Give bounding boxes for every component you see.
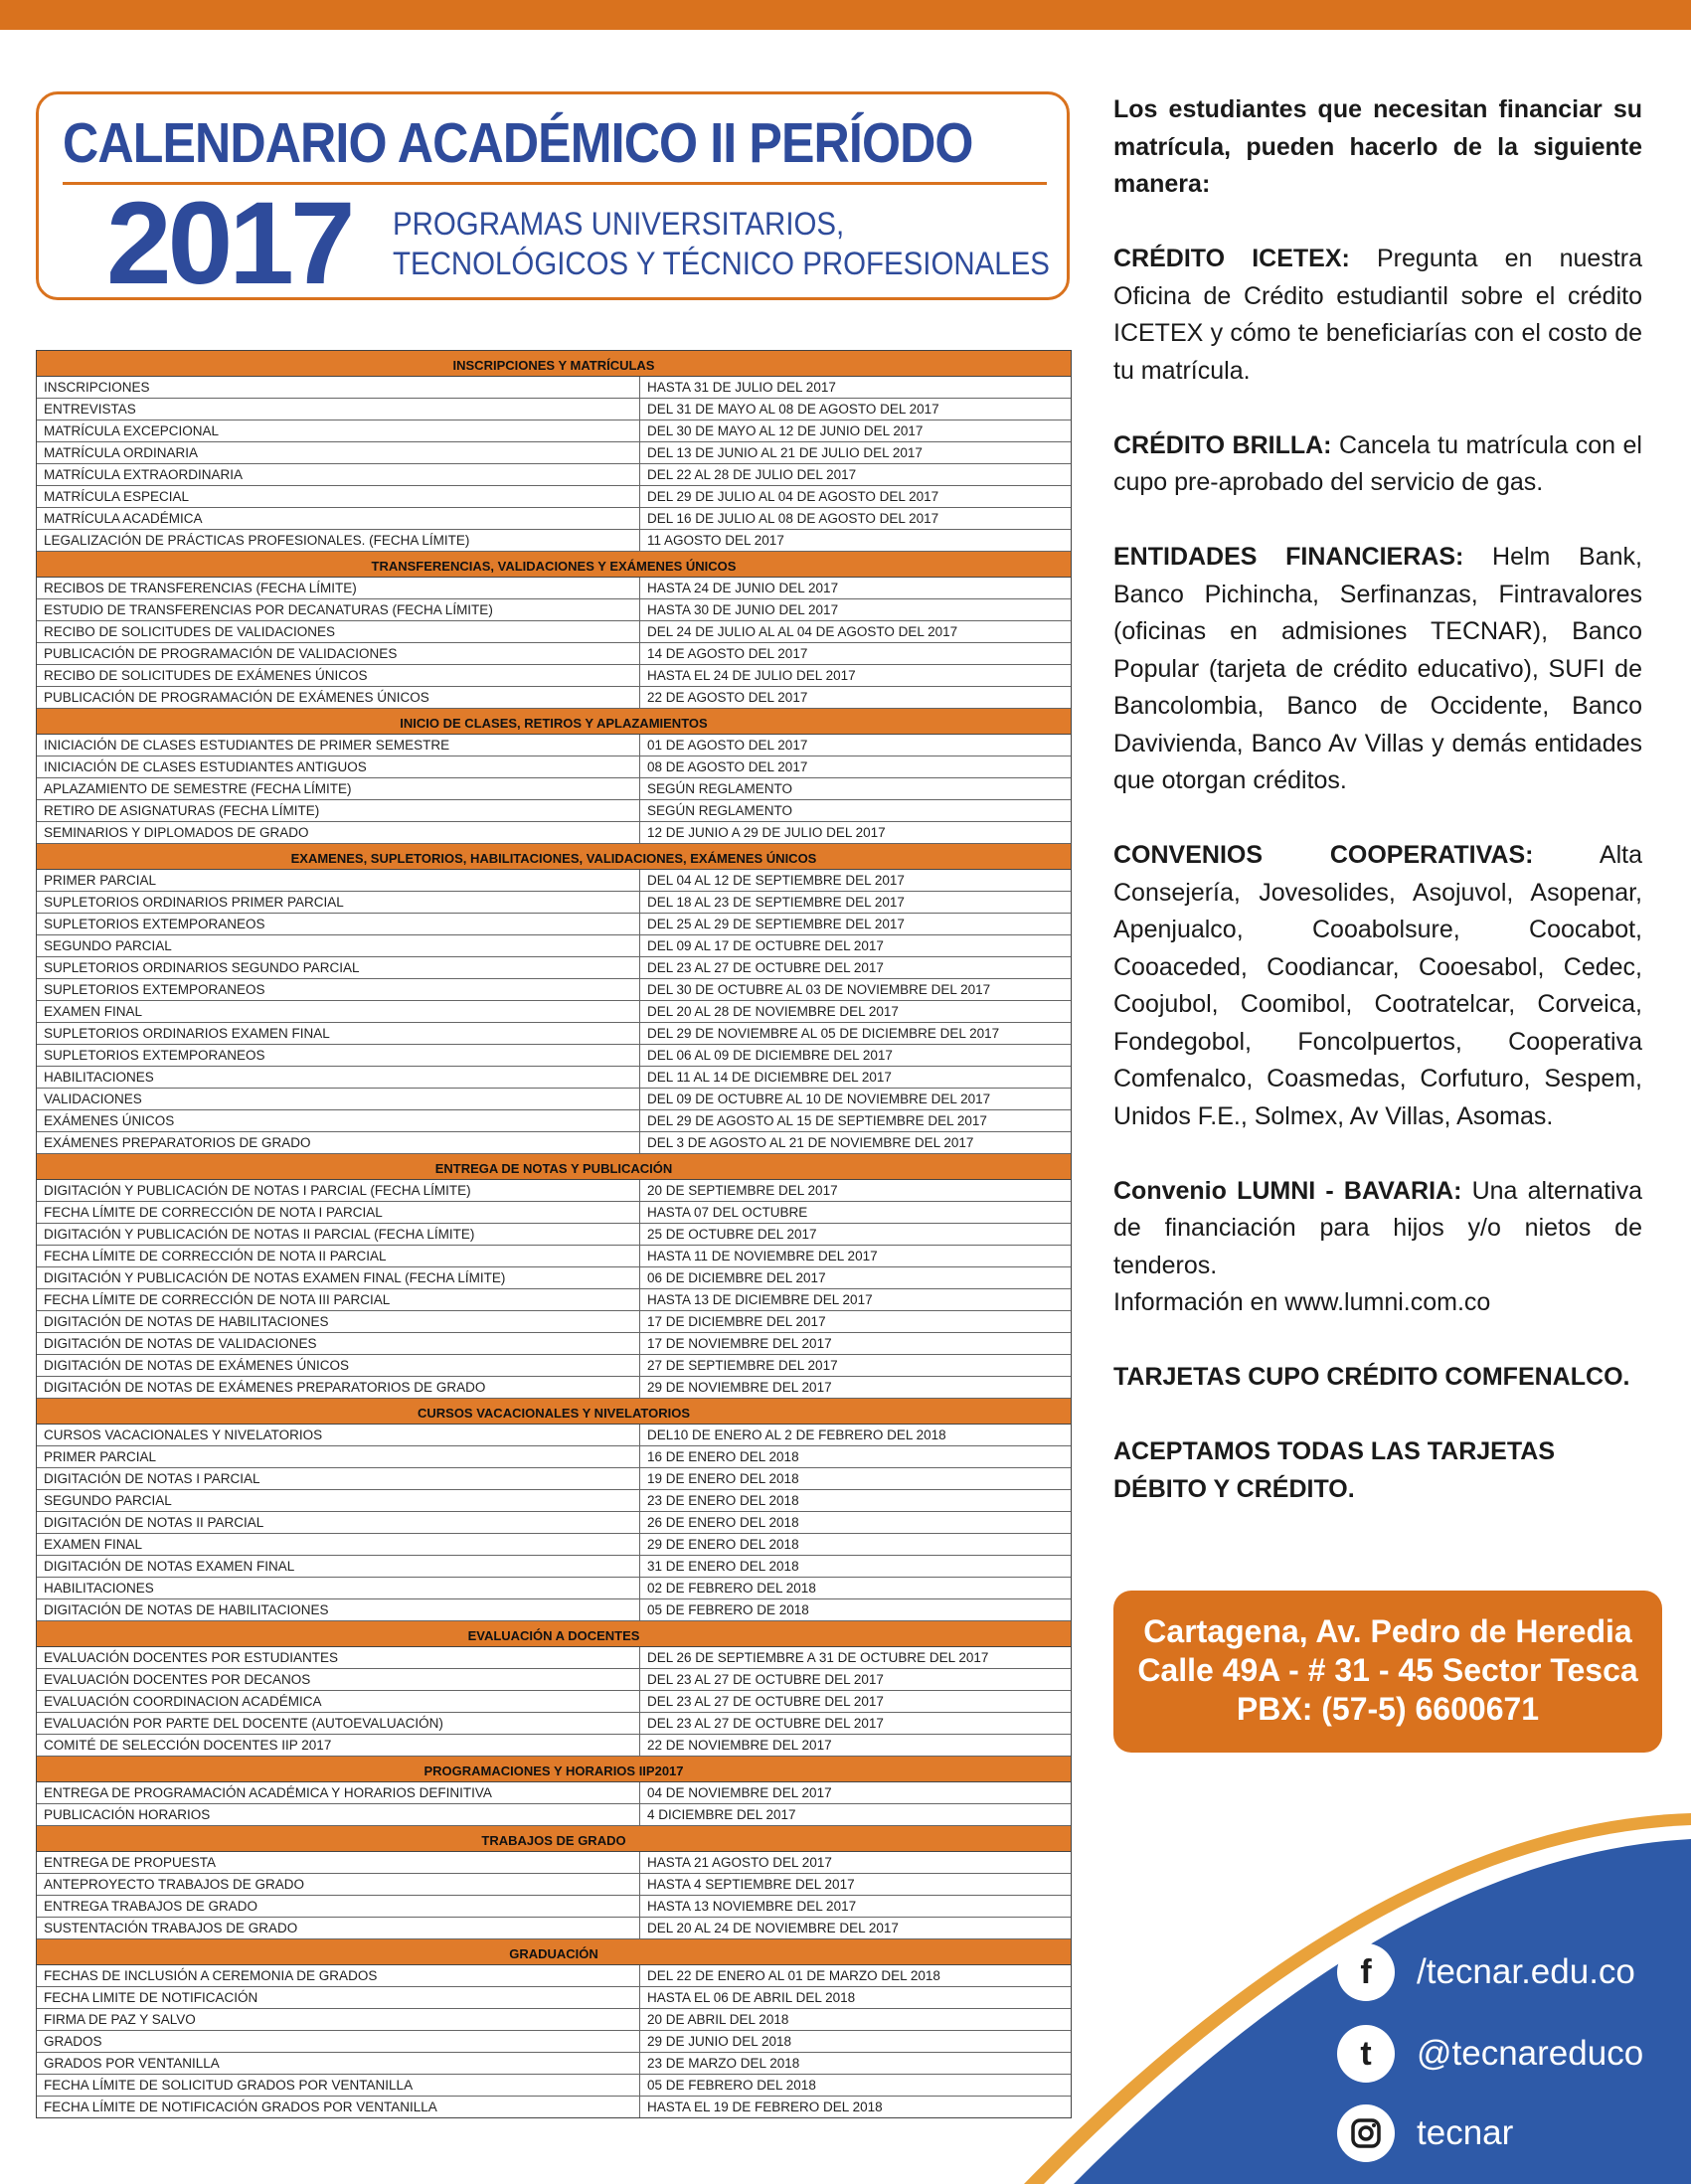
activity-cell: FECHA LÍMITE DE SOLICITUD GRADOS POR VENTANILLA	[37, 2075, 640, 2096]
table-row	[37, 979, 1071, 1001]
activity-cell: MATRÍCULA ACADÉMICA	[37, 508, 640, 529]
table-row	[37, 1578, 1071, 1599]
date-cell: DEL 30 DE OCTUBRE AL 03 DE NOVIEMBRE DEL 2017	[647, 982, 991, 997]
activity-cell: PRIMER PARCIAL	[37, 1446, 640, 1467]
activity-cell: SUPLETORIOS EXTEMPORANEOS	[37, 1045, 640, 1066]
date-cell: 23 DE MARZO DEL 2018	[647, 2056, 800, 2071]
activity-cell: FECHAS DE INCLUSIÓN A CEREMONIA DE GRADOS	[37, 1965, 640, 1986]
convenios-paragraph	[1113, 837, 1642, 1135]
table-row	[37, 1918, 1071, 1939]
phone-line: PBX: (57-5) 6600671	[1236, 1691, 1540, 1727]
date-cell: HASTA 30 DE JUNIO DEL 2017	[647, 602, 839, 617]
table-row	[37, 1512, 1071, 1534]
table-row	[37, 822, 1071, 844]
page-title: CALENDARIO ACADÉMICO II PERÍODO	[63, 111, 973, 175]
table-row	[37, 1691, 1071, 1713]
date-cell: DEL 30 DE MAYO AL 12 DE JUNIO DEL 2017	[647, 423, 924, 438]
date-cell: 02 DE FEBRERO DEL 2018	[647, 1581, 816, 1596]
table-row	[37, 1311, 1071, 1333]
activity-cell: DIGITACIÓN Y PUBLICACIÓN DE NOTAS I PARCIAL (FECHA LÍMITE)	[37, 1180, 640, 1201]
twitter-link[interactable]	[1337, 2025, 1643, 2083]
table-row	[37, 1202, 1071, 1224]
table-row	[37, 643, 1071, 665]
twitter-icon: t	[1337, 2025, 1395, 2083]
activity-cell: MATRÍCULA ESPECIAL	[37, 486, 640, 507]
activity-cell: VALIDACIONES	[37, 1089, 640, 1109]
activity-cell: EVALUACIÓN DOCENTES POR DECANOS	[37, 1669, 640, 1690]
date-cell: 17 DE DICIEMBRE DEL 2017	[647, 1314, 826, 1329]
activity-cell: EXAMEN FINAL	[37, 1534, 640, 1555]
date-cell: HASTA 13 DE DICIEMBRE DEL 2017	[647, 1292, 873, 1307]
table-row	[37, 399, 1071, 420]
date-cell: DEL 29 DE NOVIEMBRE AL 05 DE DICIEMBRE DEL 2017	[647, 1026, 1000, 1041]
activity-cell: RECIBOS DE TRANSFERENCIAS (FECHA LÍMITE)	[37, 578, 640, 598]
activity-cell: ENTREVISTAS	[37, 399, 640, 420]
table-row	[37, 1735, 1071, 1757]
activity-cell: LEGALIZACIÓN DE PRÁCTICAS PROFESIONALES. (FECHA LÍMITE)	[37, 530, 640, 551]
activity-cell: ESTUDIO DE TRANSFERENCIAS POR DECANATURAS (FECHA LÍMITE)	[37, 599, 640, 620]
twitter-handle: @tecnareduco	[1417, 2034, 1644, 2073]
activity-cell: PUBLICACIÓN DE PROGRAMACIÓN DE EXÁMENES ÚNICOS	[37, 687, 640, 708]
lumni-label: Convenio LUMNI - BAVARIA	[1113, 1176, 1454, 1205]
activity-cell: DIGITACIÓN DE NOTAS II PARCIAL	[37, 1512, 640, 1533]
date-cell: 20 DE ABRIL DEL 2018	[647, 2012, 789, 2027]
date-cell: DEL 23 AL 27 DE OCTUBRE DEL 2017	[647, 1672, 884, 1687]
lumni-info: Información en www.lumni.com.co	[1113, 1288, 1491, 1316]
entidades-label: ENTIDADES FINANCIERAS:	[1113, 543, 1464, 571]
entidades-paragraph	[1113, 539, 1642, 800]
brilla-paragraph	[1113, 427, 1642, 502]
table-row	[37, 1852, 1071, 1874]
date-cell: SEGÚN REGLAMENTO	[647, 803, 793, 818]
table-row	[37, 1045, 1071, 1067]
date-cell: DEL10 DE ENERO AL 2 DE FEBRERO DEL 2018	[647, 1428, 946, 1442]
header-subtitle	[393, 204, 1050, 283]
activity-cell: FECHA LÍMITE DE NOTIFICACIÓN GRADOS POR VENTANILLA	[37, 2097, 640, 2117]
activity-cell: ENTREGA TRABAJOS DE GRADO	[37, 1896, 640, 1917]
table-row	[37, 1246, 1071, 1267]
tarjetas-cupo: TARJETAS CUPO CRÉDITO COMFENALCO.	[1113, 1363, 1630, 1391]
table-row	[37, 486, 1071, 508]
date-cell: 29 DE NOVIEMBRE DEL 2017	[647, 1380, 832, 1395]
activity-cell: MATRÍCULA EXCEPCIONAL	[37, 420, 640, 441]
table-row	[37, 1669, 1071, 1691]
date-cell: DEL 18 AL 23 DE SEPTIEMBRE DEL 2017	[647, 895, 905, 910]
table-row	[37, 735, 1071, 756]
table-row	[37, 665, 1071, 687]
date-cell: DEL 06 AL 09 DE DICIEMBRE DEL 2017	[647, 1048, 893, 1063]
table-row	[37, 1023, 1071, 1045]
table-row	[37, 1534, 1071, 1556]
table-row	[37, 1289, 1071, 1311]
date-cell: DEL 23 AL 27 DE OCTUBRE DEL 2017	[647, 1694, 884, 1709]
section-header: EXAMENES, SUPLETORIOS, HABILITACIONES, VALIDACIONES, EXÁMENES ÚNICOS	[37, 844, 1071, 870]
date-cell: 29 DE ENERO DEL 2018	[647, 1537, 799, 1552]
activity-cell: MATRÍCULA ORDINARIA	[37, 442, 640, 463]
activity-cell: DIGITACIÓN DE NOTAS DE HABILITACIONES	[37, 1599, 640, 1620]
header-year: 2017	[106, 178, 352, 309]
table-row	[37, 1110, 1071, 1132]
table-row	[37, 1089, 1071, 1110]
table-row	[37, 1782, 1071, 1804]
top-orange-bar	[0, 0, 1691, 30]
section-header: CURSOS VACACIONALES Y NIVELATORIOS	[37, 1399, 1071, 1425]
date-cell: HASTA 24 DE JUNIO DEL 2017	[647, 581, 839, 595]
activity-cell: ENTREGA DE PROPUESTA	[37, 1852, 640, 1873]
table-row	[37, 1425, 1071, 1446]
instagram-handle: tecnar	[1417, 2113, 1514, 2152]
financing-intro: Los estudiantes que necesitan financiar su matrícula, pueden hacerlo de la siguiente manera:	[1113, 95, 1642, 198]
address-line-2: Calle 49A - # 31 - 45 Sector Tesca	[1137, 1652, 1638, 1688]
activity-cell: COMITÉ DE SELECCIÓN DOCENTES IIP 2017	[37, 1735, 640, 1756]
date-cell: HASTA 07 DEL OCTUBRE	[647, 1205, 808, 1220]
section-header: INICIO DE CLASES, RETIROS Y APLAZAMIENTOS	[37, 709, 1071, 735]
instagram-icon	[1337, 2104, 1395, 2162]
table-row	[37, 1377, 1071, 1399]
lumni-paragraph	[1113, 1173, 1642, 1285]
table-row	[37, 442, 1071, 464]
date-cell: DEL 04 AL 12 DE SEPTIEMBRE DEL 2017	[647, 873, 905, 888]
date-cell: 20 DE SEPTIEMBRE DEL 2017	[647, 1183, 838, 1198]
table-row	[37, 1267, 1071, 1289]
date-cell: HASTA EL 19 DE FEBRERO DEL 2018	[647, 2100, 883, 2114]
date-cell: 22 DE AGOSTO DEL 2017	[647, 690, 808, 705]
lumni-colon: :	[1453, 1176, 1462, 1205]
table-row	[37, 1468, 1071, 1490]
date-cell: 05 DE FEBRERO DEL 2018	[647, 2078, 816, 2093]
table-row	[37, 530, 1071, 552]
activity-cell: SUPLETORIOS EXTEMPORANEOS	[37, 979, 640, 1000]
facebook-link[interactable]	[1337, 1943, 1635, 2001]
aceptamos-tarjetas: ACEPTAMOS TODAS LAS TARJETAS DÉBITO Y CRÉDITO.	[1113, 1437, 1556, 1503]
table-row	[37, 508, 1071, 530]
icetex-label: CRÉDITO ICETEX:	[1113, 245, 1350, 272]
activity-cell: SUPLETORIOS ORDINARIOS EXAMEN FINAL	[37, 1023, 640, 1044]
activity-cell: SUSTENTACIÓN TRABAJOS DE GRADO	[37, 1918, 640, 1938]
table-row	[37, 578, 1071, 599]
convenios-label: CONVENIOS COOPERATIVAS	[1113, 841, 1526, 869]
date-cell: 25 DE OCTUBRE DEL 2017	[647, 1227, 817, 1242]
date-cell: DEL 24 DE JULIO AL AL 04 DE AGOSTO DEL 2017	[647, 624, 958, 639]
table-row	[37, 599, 1071, 621]
table-row	[37, 1333, 1071, 1355]
table-row	[37, 1180, 1071, 1202]
date-cell: 23 DE ENERO DEL 2018	[647, 1493, 799, 1508]
activity-cell: GRADOS	[37, 2031, 640, 2052]
table-row	[37, 778, 1071, 800]
table-row	[37, 1804, 1071, 1826]
instagram-link[interactable]	[1337, 2104, 1513, 2162]
activity-cell: SEMINARIOS Y DIPLOMADOS DE GRADO	[37, 822, 640, 843]
table-row	[37, 1132, 1071, 1154]
facebook-handle: /tecnar.edu.co	[1417, 1952, 1635, 1991]
activity-cell: FECHA LÍMITE DE CORRECCIÓN DE NOTA I PARCIAL	[37, 1202, 640, 1223]
lumni-text: Una alternativa de financiación para hijos y/o nietos de tenderos.	[1113, 1176, 1642, 1279]
activity-cell: GRADOS POR VENTANILLA	[37, 2053, 640, 2074]
activity-cell: FIRMA DE PAZ Y SALVO	[37, 2009, 640, 2030]
table-row	[37, 2053, 1071, 2075]
activity-cell: DIGITACIÓN DE NOTAS DE EXÁMENES ÚNICOS	[37, 1355, 640, 1376]
date-cell: DEL 26 DE SEPTIEMBRE A 31 DE OCTUBRE DEL 2017	[647, 1650, 989, 1665]
activity-cell: DIGITACIÓN DE NOTAS DE HABILITACIONES	[37, 1311, 640, 1332]
activity-cell: MATRÍCULA EXTRAORDINARIA	[37, 464, 640, 485]
table-row	[37, 1067, 1071, 1089]
date-cell: HASTA 13 NOVIEMBRE DEL 2017	[647, 1899, 857, 1914]
section-header: INSCRIPCIONES Y MATRÍCULAS	[37, 351, 1071, 377]
date-cell: DEL 23 AL 27 DE OCTUBRE DEL 2017	[647, 1716, 884, 1731]
subtitle-line-1: PROGRAMAS UNIVERSITARIOS,	[393, 206, 845, 242]
activity-cell: EVALUACIÓN POR PARTE DEL DOCENTE (AUTOEVALUACIÓN)	[37, 1713, 640, 1734]
date-cell: 12 DE JUNIO A 29 DE JULIO DEL 2017	[647, 825, 886, 840]
date-cell: DEL 22 DE ENERO AL 01 DE MARZO DEL 2018	[647, 1968, 940, 1983]
activity-cell: DIGITACIÓN DE NOTAS EXAMEN FINAL	[37, 1556, 640, 1577]
activity-cell: FECHA LIMITE DE NOTIFICACIÓN	[37, 1987, 640, 2008]
activity-cell: HABILITACIONES	[37, 1578, 640, 1598]
date-cell: HASTA EL 06 DE ABRIL DEL 2018	[647, 1990, 856, 2005]
brilla-label: CRÉDITO BRILLA:	[1113, 430, 1332, 459]
date-cell: 26 DE ENERO DEL 2018	[647, 1515, 799, 1530]
activity-cell: INICIACIÓN DE CLASES ESTUDIANTES ANTIGUOS	[37, 756, 640, 777]
table-row	[37, 464, 1071, 486]
date-cell: DEL 09 DE OCTUBRE AL 10 DE NOVIEMBRE DEL 2017	[647, 1092, 991, 1106]
table-row	[37, 687, 1071, 709]
activity-cell: RECIBO DE SOLICITUDES DE EXÁMENES ÚNICOS	[37, 665, 640, 686]
table-row	[37, 914, 1071, 935]
activity-cell: SUPLETORIOS ORDINARIOS SEGUNDO PARCIAL	[37, 957, 640, 978]
activity-cell: SEGUNDO PARCIAL	[37, 935, 640, 956]
activity-cell: ENTREGA DE PROGRAMACIÓN ACADÉMICA Y HORARIOS DEFINITIVA	[37, 1782, 640, 1803]
table-row	[37, 1556, 1071, 1578]
table-row	[37, 1446, 1071, 1468]
table-row	[37, 892, 1071, 914]
date-cell: DEL 13 DE JUNIO AL 21 DE JULIO DEL 2017	[647, 445, 923, 460]
activity-cell: CURSOS VACACIONALES Y NIVELATORIOS	[37, 1425, 640, 1445]
activity-cell: DIGITACIÓN DE NOTAS DE EXÁMENES PREPARATORIOS DE GRADO	[37, 1377, 640, 1398]
activity-cell: EXAMEN FINAL	[37, 1001, 640, 1022]
date-cell: HASTA 4 SEPTIEMBRE DEL 2017	[647, 1877, 855, 1892]
date-cell: DEL 3 DE AGOSTO AL 21 DE NOVIEMBRE DEL 2017	[647, 1135, 974, 1150]
section-header: PROGRAMACIONES Y HORARIOS IIP2017	[37, 1757, 1071, 1782]
date-cell: DEL 23 AL 27 DE OCTUBRE DEL 2017	[647, 960, 884, 975]
date-cell: DEL 29 DE AGOSTO AL 15 DE SEPTIEMBRE DEL 2017	[647, 1113, 987, 1128]
activity-cell: INSCRIPCIONES	[37, 377, 640, 398]
date-cell: 27 DE SEPTIEMBRE DEL 2017	[647, 1358, 838, 1373]
date-cell: 06 DE DICIEMBRE DEL 2017	[647, 1270, 826, 1285]
date-cell: 19 DE ENERO DEL 2018	[647, 1471, 799, 1486]
table-row	[37, 957, 1071, 979]
table-row	[37, 1599, 1071, 1621]
activity-cell: DIGITACIÓN Y PUBLICACIÓN DE NOTAS II PARCIAL (FECHA LÍMITE)	[37, 1224, 640, 1245]
table-row	[37, 935, 1071, 957]
activity-cell: DIGITACIÓN DE NOTAS I PARCIAL	[37, 1468, 640, 1489]
activity-cell: RETIRO DE ASIGNATURAS (FECHA LÍMITE)	[37, 800, 640, 821]
date-cell: 14 DE AGOSTO DEL 2017	[647, 646, 808, 661]
table-row	[37, 621, 1071, 643]
activity-cell: EXÁMENES PREPARATORIOS DE GRADO	[37, 1132, 640, 1153]
activity-cell: PRIMER PARCIAL	[37, 870, 640, 891]
header-box	[36, 91, 1070, 309]
table-row	[37, 1647, 1071, 1669]
date-cell: DEL 09 AL 17 DE OCTUBRE DEL 2017	[647, 938, 884, 953]
date-cell: DEL 20 AL 24 DE NOVIEMBRE DEL 2017	[647, 1921, 899, 1935]
date-cell: 11 AGOSTO DEL 2017	[647, 533, 784, 548]
brilla-text: Cancela tu matrícula con el cupo pre-aprobado del servicio de gas.	[1113, 430, 1642, 496]
date-cell: 17 DE NOVIEMBRE DEL 2017	[647, 1336, 832, 1351]
activity-cell: EVALUACIÓN COORDINACION ACADÉMICA	[37, 1691, 640, 1712]
activity-cell: FECHA LÍMITE DE CORRECCIÓN DE NOTA II PARCIAL	[37, 1246, 640, 1266]
date-cell: DEL 16 DE JULIO AL 08 DE AGOSTO DEL 2017	[647, 511, 939, 526]
date-cell: 08 DE AGOSTO DEL 2017	[647, 759, 808, 774]
table-row	[37, 800, 1071, 822]
activity-cell: EXÁMENES ÚNICOS	[37, 1110, 640, 1131]
activity-cell: DIGITACIÓN Y PUBLICACIÓN DE NOTAS EXAMEN FINAL (FECHA LÍMITE)	[37, 1267, 640, 1288]
date-cell: DEL 29 DE JULIO AL 04 DE AGOSTO DEL 2017	[647, 489, 939, 504]
calendar-table	[36, 350, 1072, 2118]
table-row	[37, 1355, 1071, 1377]
activity-cell: SEGUNDO PARCIAL	[37, 1490, 640, 1511]
table-row	[37, 2075, 1071, 2097]
table-row	[37, 2009, 1071, 2031]
table-row	[37, 1874, 1071, 1896]
date-cell: HASTA 31 DE JULIO DEL 2017	[647, 380, 836, 395]
date-cell: 29 DE JUNIO DEL 2018	[647, 2034, 792, 2049]
section-header: TRANSFERENCIAS, VALIDACIONES Y EXÁMENES ÚNICOS	[37, 552, 1071, 578]
table-row	[37, 1001, 1071, 1023]
table-row	[37, 2097, 1071, 2117]
activity-cell: SUPLETORIOS EXTEMPORANEOS	[37, 914, 640, 934]
activity-cell: FECHA LÍMITE DE CORRECCIÓN DE NOTA III PARCIAL	[37, 1289, 640, 1310]
table-row	[37, 756, 1071, 778]
address-box	[1113, 1591, 1662, 1753]
section-header: TRABAJOS DE GRADO	[37, 1826, 1071, 1852]
date-cell: SEGÚN REGLAMENTO	[647, 781, 793, 796]
date-cell: 16 DE ENERO DEL 2018	[647, 1449, 799, 1464]
date-cell: HASTA EL 24 DE JULIO DEL 2017	[647, 668, 856, 683]
activity-cell: HABILITACIONES	[37, 1067, 640, 1088]
table-row	[37, 420, 1071, 442]
section-header: GRADUACIÓN	[37, 1939, 1071, 1965]
activity-cell: APLAZAMIENTO DE SEMESTRE (FECHA LÍMITE)	[37, 778, 640, 799]
date-cell: DEL 22 AL 28 DE JULIO DEL 2017	[647, 467, 857, 482]
date-cell: 22 DE NOVIEMBRE DEL 2017	[647, 1738, 832, 1753]
date-cell: 04 DE NOVIEMBRE DEL 2017	[647, 1785, 832, 1800]
table-row	[37, 1224, 1071, 1246]
activity-cell: INICIACIÓN DE CLASES ESTUDIANTES DE PRIMER SEMESTRE	[37, 735, 640, 756]
convenios-colon: :	[1525, 841, 1534, 869]
activity-cell: RECIBO DE SOLICITUDES DE VALIDACIONES	[37, 621, 640, 642]
icetex-paragraph	[1113, 241, 1642, 390]
table-row	[37, 1987, 1071, 2009]
activity-cell: PUBLICACIÓN HORARIOS	[37, 1804, 640, 1825]
table-row	[37, 2031, 1071, 2053]
activity-cell: ANTEPROYECTO TRABAJOS DE GRADO	[37, 1874, 640, 1895]
date-cell: DEL 11 AL 14 DE DICIEMBRE DEL 2017	[647, 1070, 892, 1085]
date-cell: DEL 20 AL 28 DE NOVIEMBRE DEL 2017	[647, 1004, 899, 1019]
date-cell: 01 DE AGOSTO DEL 2017	[647, 738, 808, 753]
table-row	[37, 1896, 1071, 1918]
date-cell: 05 DE FEBRERO DE 2018	[647, 1602, 809, 1617]
table-row	[37, 1713, 1071, 1735]
date-cell: HASTA 21 AGOSTO DEL 2017	[647, 1855, 832, 1870]
icetex-text: Pregunta en nuestra Oficina de Crédito estudiantil sobre el crédito ICETEX y cómo te beneficiarías con el costo de tu matrícula.	[1113, 245, 1642, 385]
table-row	[37, 870, 1071, 892]
facebook-icon: f	[1337, 1943, 1395, 2001]
date-cell: HASTA 11 DE NOVIEMBRE DEL 2017	[647, 1249, 878, 1263]
subtitle-line-2: TECNOLÓGICOS Y TÉCNICO PROFESIONALES	[393, 246, 1050, 281]
activity-cell: PUBLICACIÓN DE PROGRAMACIÓN DE VALIDACIONES	[37, 643, 640, 664]
activity-cell: EVALUACIÓN DOCENTES POR ESTUDIANTES	[37, 1647, 640, 1668]
convenios-text: Alta Consejería, Jovesolides, Asojuvol, Asopenar, Apenjualco, Cooabolsure, Coocabot, Cooaceded, Coodiancar, Cooesabol, Cedec, Coojubol, Coomibol, Cootratelcar, Corveica, Fondegobol, Foncolpuertos, Cooperativa Comfenalco, Coasmedas, Corfuturo, Sespem, Unidos F.E., Solmex, Av Villas, Asomas.	[1113, 841, 1642, 1130]
date-cell: DEL 25 AL 29 DE SEPTIEMBRE DEL 2017	[647, 917, 905, 931]
table-row	[37, 1490, 1071, 1512]
entidades-text: Helm Bank, Banco Pichincha, Serfinanzas, Fintravalores (oficinas en admisiones TECNAR), Banco Popular (tarjeta de crédito educativo), SUFI de Bancolombia, Banco de Occidente, Banco Davivienda, Banco Av Villas y demás entidades que otorgan créditos.	[1113, 543, 1642, 794]
date-cell: 4 DICIEMBRE DEL 2017	[647, 1807, 796, 1822]
table-row	[37, 1965, 1071, 1987]
financing-info	[1113, 91, 1642, 1508]
section-header: ENTREGA DE NOTAS Y PUBLICACIÓN	[37, 1154, 1071, 1180]
table-row	[37, 377, 1071, 399]
section-header: EVALUACIÓN A DOCENTES	[37, 1621, 1071, 1647]
activity-cell: DIGITACIÓN DE NOTAS DE VALIDACIONES	[37, 1333, 640, 1354]
date-cell: 31 DE ENERO DEL 2018	[647, 1559, 799, 1574]
date-cell: DEL 31 DE MAYO AL 08 DE AGOSTO DEL 2017	[647, 402, 939, 417]
activity-cell: SUPLETORIOS ORDINARIOS PRIMER PARCIAL	[37, 892, 640, 913]
address-line-1: Cartagena, Av. Pedro de Heredia	[1143, 1613, 1632, 1649]
